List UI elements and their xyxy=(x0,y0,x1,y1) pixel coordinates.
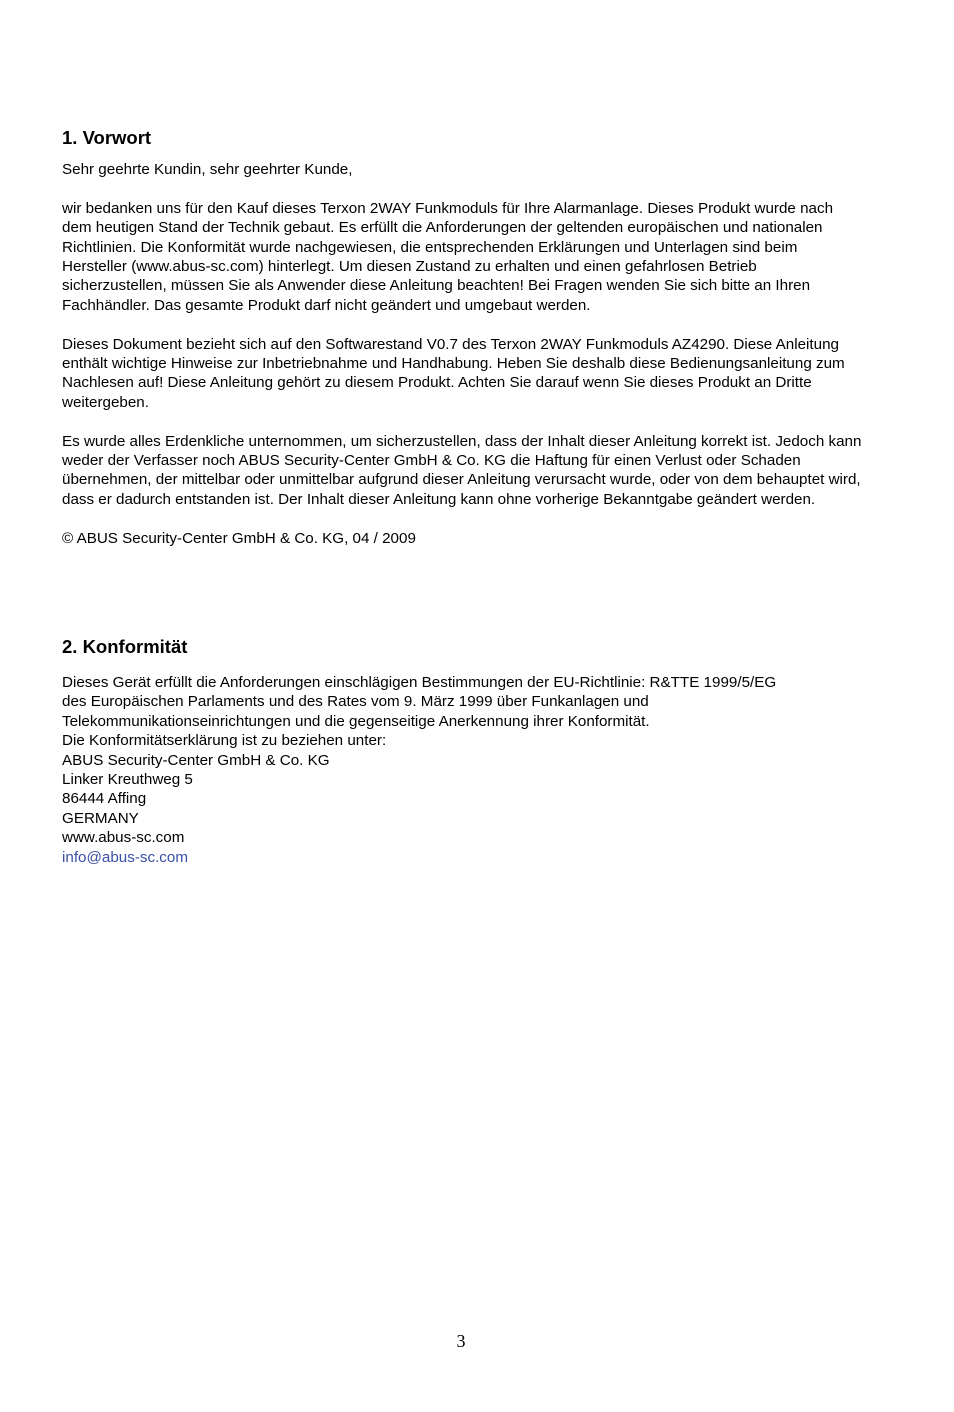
address-street: Linker Kreuthweg 5 xyxy=(62,771,193,789)
address-country: GERMANY xyxy=(62,809,139,827)
section-heading-vorwort: 1. Vorwort xyxy=(62,127,152,148)
address-city: 86444 Affing xyxy=(62,790,147,808)
page-number: 3 xyxy=(456,1331,466,1351)
paragraph-disclaimer: Es wurde alles Erdenkliche unternommen, um sicherzustellen, dass der Inhalt dieser Anleitung korrekt ist. Jedoch kann weder der Verfasser noch ABUS Security-Center GmbH & Co. KG die Haftung für einen Verlust oder Schaden übernehmen, der mittelbar oder unmittelbar aufgrund dieser Anleitung verursacht wurde, oder von dem behauptet wird, dass er dadurch entstanden ist. Der Inhalt dieser Anleitung kann ohne vorherige Bekanntgabe geändert werden. xyxy=(62,432,862,508)
paragraph-software-version: Dieses Dokument bezieht sich auf den Softwarestand V0.7 des Terxon 2WAY Funkmoduls AZ4290. Diese Anleitung enthält wichtige Hinweise zur Inbetriebnahme und Handhabung. Heben Sie deshalb diese Bedienungsanleitung zum Nachlesen auf! Diese Anleitung gehört zu diesem Produkt. Achten Sie darauf wenn Sie dieses Produkt an Dritte weitergeben. xyxy=(62,335,845,411)
section-konformitaet xyxy=(62,636,862,867)
salutation-text: Sehr geehrte Kundin, sehr geehrter Kunde, xyxy=(62,161,353,178)
address-company: ABUS Security-Center GmbH & Co. KG xyxy=(62,751,330,769)
copyright-text: © ABUS Security-Center GmbH & Co. KG, 04 / 2009 xyxy=(62,529,416,547)
conformity-line-1: Dieses Gerät erfüllt die Anforderungen einschlägigen Bestimmungen der EU-Richtlinie: R&TTE 1999/5/EG xyxy=(62,674,777,691)
conformity-line-2: des Europäischen Parlaments und des Rates vom 9. März 1999 über Funkanlagen und xyxy=(62,693,649,711)
paragraph-intro: wir bedanken uns für den Kauf dieses Terxon 2WAY Funkmoduls für Ihre Alarmanlage. Dieses Produkt wurde nach dem heutigen Stand der Technik gebaut. Es erfüllt die Anforderungen der geltenden europäischen und nationalen Richtlinien. Die Konformität wurde nachgewiesen, die entsprechenden Erklärungen und Unterlagen sind beim Hersteller (www.abus-sc.com) hinterlegt. Um diesen Zustand zu erhalten und einen gefahrlosen Betrieb sicherzustellen, müssen Sie als Anwender diese Anleitung beachten! Bei Fragen wenden Sie sich bitte an Ihren Fachhändler. Das gesamte Produkt darf nicht geändert und umgebaut werden. xyxy=(62,199,834,314)
section-heading-konformitaet: 2. Konformität xyxy=(62,636,188,657)
address-website: www.abus-sc.com xyxy=(62,829,185,847)
declaration-source-label: Die Konformitätserklärung ist zu beziehen unter: xyxy=(62,732,387,750)
section-vorwort xyxy=(62,127,862,548)
conformity-line-3: Telekommunikationseinrichtungen und die gegenseitige Anerkennung ihrer Konformität. xyxy=(62,712,650,730)
email-link[interactable]: info@abus-sc.com xyxy=(62,848,188,866)
